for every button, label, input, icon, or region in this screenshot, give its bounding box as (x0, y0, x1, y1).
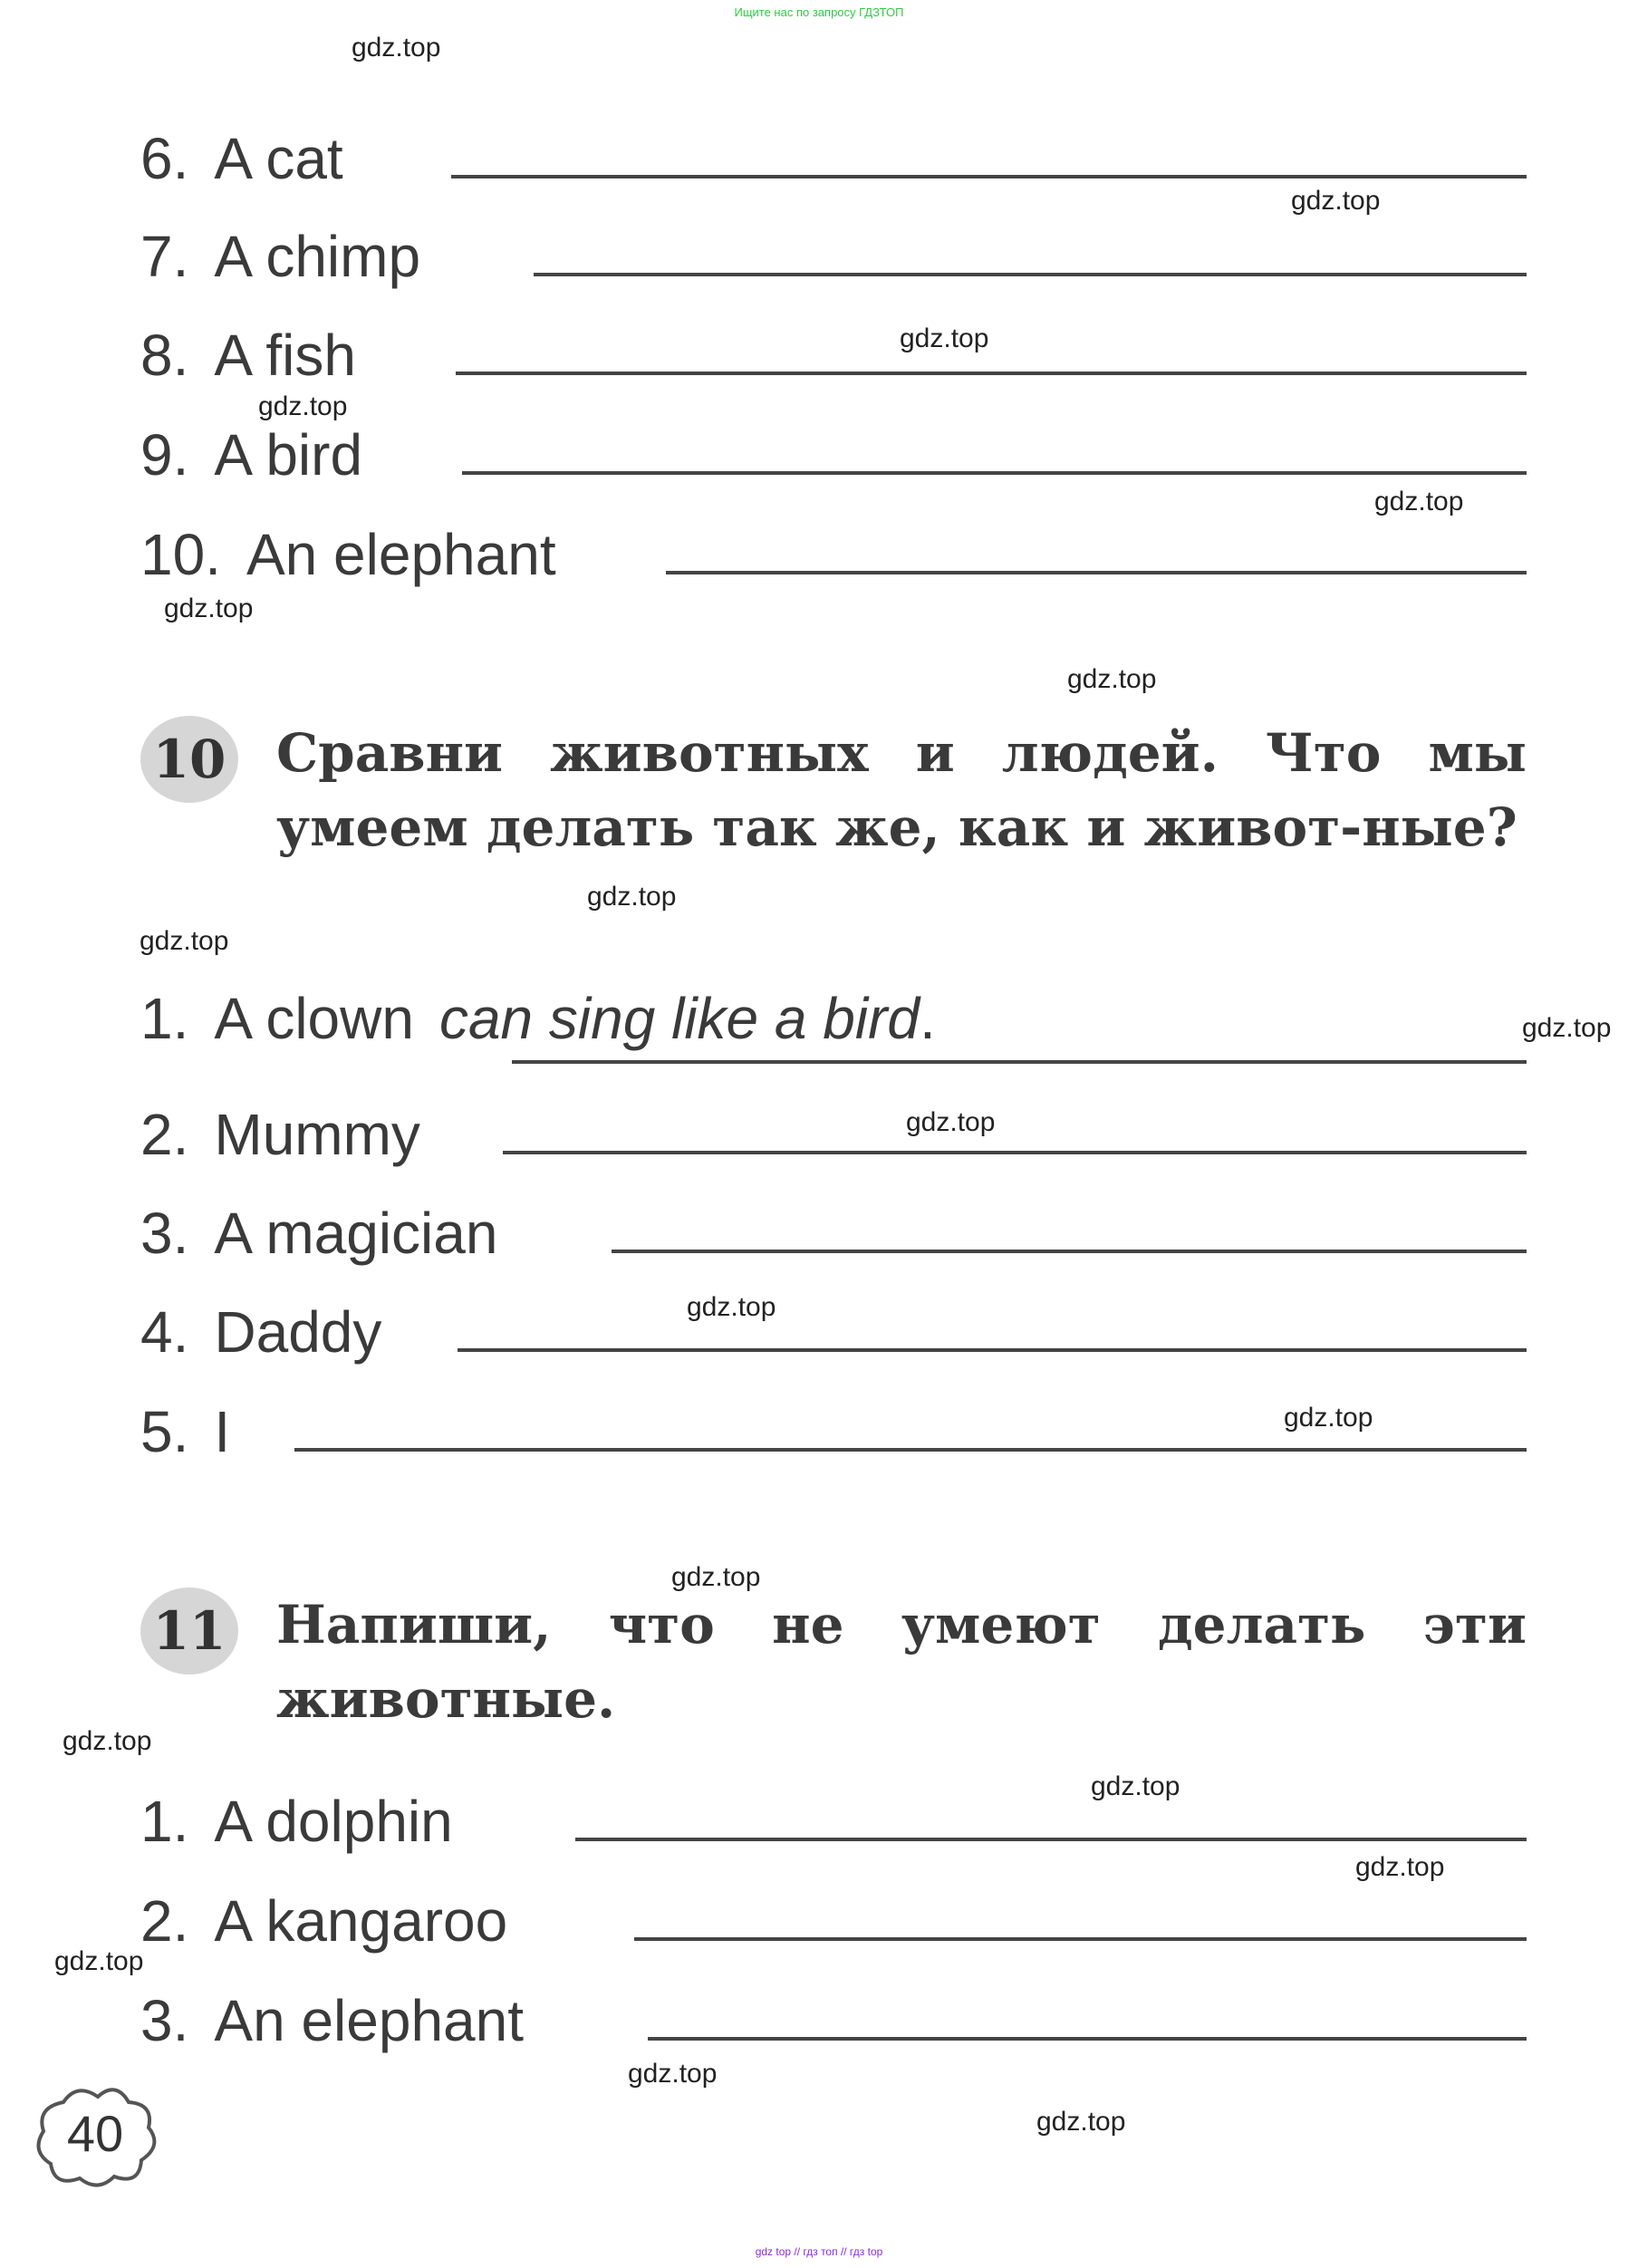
exercise-11 (140, 1588, 1527, 1742)
exercise-10 (140, 716, 1527, 942)
watermark: gdz.top (164, 594, 254, 623)
watermark: gdz.top (1284, 1403, 1373, 1433)
list-item: 1. A clown can sing like a bird. (140, 982, 1527, 1055)
list-item: 3. A magician (140, 1197, 1527, 1269)
answer-line[interactable] (534, 273, 1527, 276)
watermark: gdz.top (1067, 664, 1157, 694)
top-banner: Ищите нас по запросу ГДЗТОП (734, 5, 904, 19)
list-item: 1. A dolphin (140, 1785, 1527, 1858)
answer-line[interactable] (666, 571, 1527, 574)
bottom-banner: gdz top // гдз топ // гдз top (755, 2245, 883, 2258)
watermark: gdz.top (63, 1726, 152, 1756)
answer-line[interactable] (294, 1448, 1527, 1452)
list-item: 8. A fish (140, 319, 1527, 391)
watermark: gdz.top (140, 926, 229, 956)
list-item: 9. A bird (140, 419, 1527, 491)
answer-line[interactable] (462, 471, 1527, 475)
answer-line[interactable] (648, 2037, 1527, 2041)
watermark: gdz.top (900, 323, 989, 353)
answer-line[interactable] (456, 372, 1527, 375)
list-item: 2. Mummy (140, 1098, 1527, 1171)
answer-line[interactable] (503, 1151, 1527, 1154)
watermark: gdz.top (628, 2059, 718, 2089)
list-item: 5. I (140, 1395, 1527, 1468)
answer-line[interactable] (575, 1838, 1527, 1841)
list-item: 6. A cat (140, 122, 1527, 195)
sample-answer: can sing like a bird (438, 986, 920, 1051)
answer-line[interactable] (451, 175, 1527, 179)
answer-line[interactable] (612, 1250, 1527, 1253)
list-item: 3. An elephant (140, 1984, 1527, 2057)
watermark: gdz.top (906, 1107, 996, 1137)
answer-line[interactable] (634, 1937, 1527, 1941)
answer-line[interactable] (458, 1348, 1527, 1352)
watermark: gdz.top (587, 882, 677, 912)
watermark: gdz.top (54, 1946, 144, 1976)
watermark: gdz.top (1291, 186, 1381, 216)
watermark: gdz.top (671, 1562, 761, 1592)
watermark: gdz.top (1091, 1771, 1180, 1801)
exercise-number: 10 (152, 729, 226, 790)
answer-line[interactable] (512, 1060, 1527, 1064)
list-item: 4. Daddy (140, 1296, 1527, 1368)
list-item: 10. An elephant (140, 518, 1527, 591)
watermark: gdz.top (1522, 1013, 1612, 1043)
watermark: gdz.top (258, 391, 348, 421)
list-item: 7. A chimp (140, 220, 1527, 293)
watermark: gdz.top (1355, 1852, 1445, 1882)
watermark: gdz.top (1036, 2107, 1126, 2137)
exercise-title: Напиши, что не умеют делать эти животные. (276, 1594, 1527, 1730)
watermark: gdz.top (1374, 487, 1464, 516)
exercise-title: Сравни животных и людей. Что мы умеем делать так же, как и живот-ные? (276, 722, 1527, 858)
list-item: 2. A kangaroo (140, 1885, 1527, 1957)
watermark: gdz.top (687, 1292, 776, 1322)
page-number-badge (27, 2075, 163, 2193)
exercise-number: 11 (152, 1600, 226, 1662)
page-number: 40 (66, 2105, 124, 2162)
watermark: gdz.top (352, 33, 441, 63)
